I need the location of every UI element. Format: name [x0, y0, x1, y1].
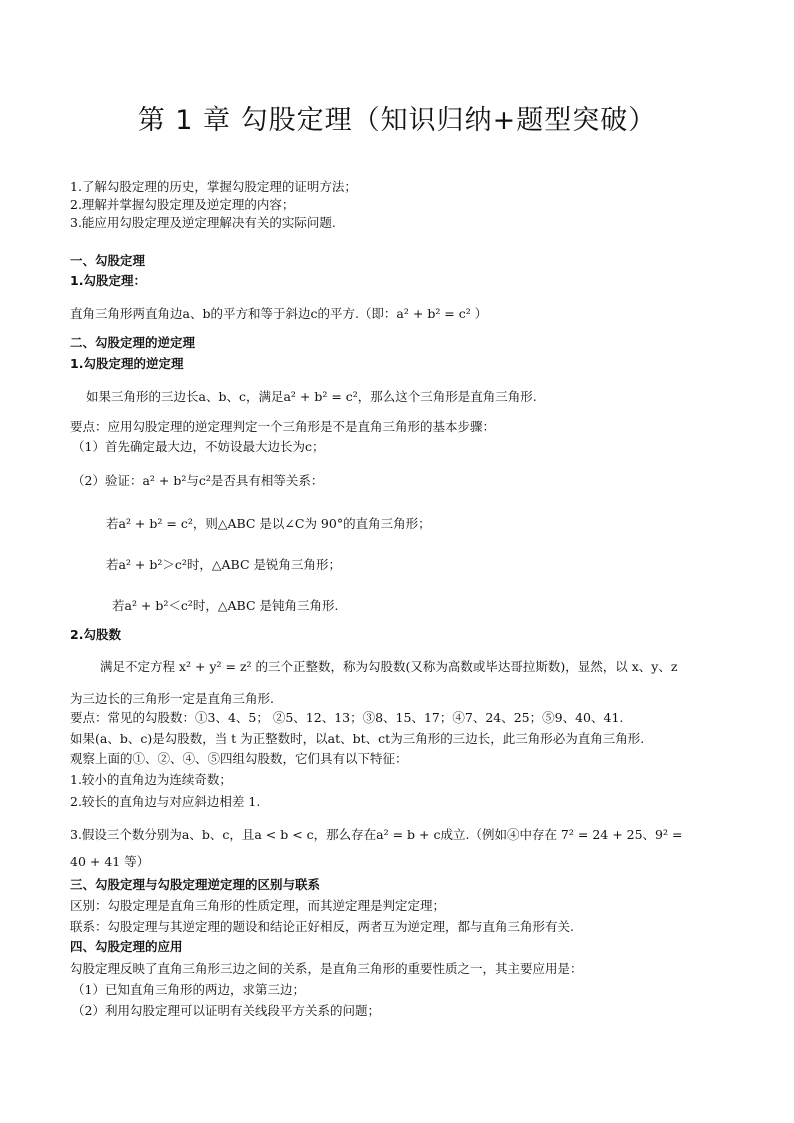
common-triples: 要点：常见的勾股数：①3、4、5； ②5、12、13；③8、15、17；④7、24、25；⑤9、40、41. [70, 710, 624, 725]
section-1-heading: 一、勾股定理 [70, 253, 146, 268]
connection: 联系：勾股定理与其逆定理的题设和结论正好相反，两者互为逆定理，都与直角三角形有关. [70, 919, 574, 934]
objective-2: 2.理解并掌握勾股定理及逆定理的内容； [70, 197, 295, 212]
case-obtuse-triangle: 若a² + b²＜c²时，△ABC 是钝角三角形. [112, 598, 339, 613]
case-acute-triangle: 若a² + b²＞c²时，△ABC 是锐角三角形； [106, 557, 342, 572]
key-points: 要点：应用勾股定理的逆定理判定一个三角形是不是直角三角形的基本步骤： [70, 419, 496, 434]
difference: 区别：勾股定理是直角三角形的性质定理，而其逆定理是判定定理； [70, 898, 446, 913]
objective-1: 1.了解勾股定理的历史，掌握勾股定理的证明方法； [70, 179, 357, 194]
application-1: （1）已知直角三角形的两边，求第三边； [72, 982, 305, 997]
feature-3-line-1: 3.假设三个数分别为a、b、c，且a < b < c，那么存在a² = b + c成立.（例如④中存在 7² = 24 + 25、9² = [70, 827, 683, 842]
application-2: （2）利用勾股定理可以证明有关线段平方关系的问题； [72, 1003, 380, 1018]
scaling-rule: 如果(a、b、c)是勾股数，当 t 为正整数时，以at、bt、ct为三角形的三边长，此三角形必为直角三角形. [70, 731, 645, 746]
section-4-heading: 四、勾股定理的应用 [70, 939, 183, 954]
observation: 观察上面的①、②、④、⑤四组勾股数，它们具有以下特征： [70, 751, 408, 766]
triples-definition-2: 为三边长的三角形一定是直角三角形. [70, 691, 274, 706]
feature-3-line-2: 40 + 41 等） [70, 854, 150, 869]
feature-2: 2.较长的直角边与对应斜边相差 1. [70, 794, 261, 809]
case-right-triangle: 若a² + b² = c²，则△ABC 是以∠C为 90°的直角三角形； [106, 516, 431, 531]
applications-intro: 勾股定理反映了直角三角形三边之间的关系，是直角三角形的重要性质之一，其主要应用是： [70, 961, 583, 976]
step-2: （2）验证：a² + b²与c²是否具有相等关系： [72, 473, 324, 488]
objective-3: 3.能应用勾股定理及逆定理解决有关的实际问题. [70, 215, 336, 230]
step-1: （1）首先确定最大边，不妨设最大边长为c； [72, 439, 325, 454]
triples-definition-1: 满足不定方程 x² + y² = z² 的三个正整数，称为勾股数(又称为高数或毕达哥拉斯数)，显然，以 x、y、z [100, 659, 678, 674]
converse-statement: 如果三角形的三边长a、b、c，满足a² + b² = c²，那么这个三角形是直角三角形. [86, 389, 537, 404]
pythagorean-statement: 直角三角形两直角边a、b的平方和等于斜边c的平方.（即：a² + b² = c² ） [70, 306, 488, 321]
section-2-subheading-2: 2.勾股数 [70, 627, 121, 642]
page-title: 第 1 章 勾股定理（知识归纳+题型突破） [137, 105, 657, 136]
section-1-subheading: 1.勾股定理： [70, 273, 146, 288]
section-2-heading: 二、勾股定理的逆定理 [70, 335, 196, 350]
section-3-heading: 三、勾股定理与勾股定理逆定理的区别与联系 [70, 877, 321, 892]
section-2-subheading-1: 1.勾股定理的逆定理 [70, 356, 184, 371]
feature-1: 1.较小的直角边为连续奇数； [70, 772, 232, 787]
